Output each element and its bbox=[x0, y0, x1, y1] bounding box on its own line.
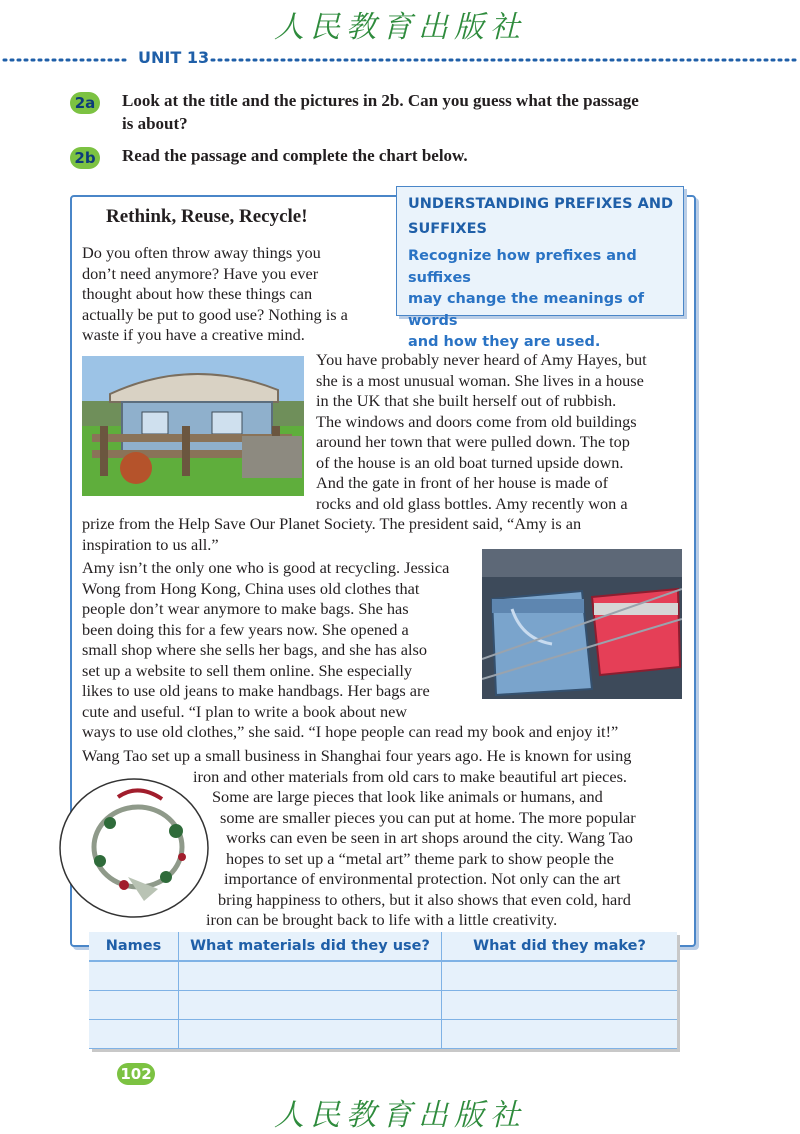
paragraph-line: around her town that were pulled down. The top bbox=[316, 432, 630, 451]
tip-body-line: Recognize how prefixes and suffixes bbox=[408, 248, 637, 286]
tip-heading bbox=[408, 192, 678, 242]
paragraph-line: thought about how these things can bbox=[82, 284, 313, 303]
paragraph-line: Wang Tao set up a small business in Shanghai four years ago. He is known for using bbox=[82, 746, 632, 765]
chart-header-made: What did they make? bbox=[442, 932, 678, 961]
chart-cell-materials[interactable] bbox=[179, 961, 442, 991]
task-2a-line-1: Look at the title and the pictures in 2b. Can you guess what the passage bbox=[122, 91, 639, 110]
table-row bbox=[89, 961, 677, 991]
paragraph-line: prize from the Help Save Our Planet Society. The president said, “Amy is an bbox=[82, 514, 582, 533]
paragraph-line: Amy isn’t the only one who is good at recycling. Jessica bbox=[82, 558, 450, 577]
chart-cell-materials[interactable] bbox=[179, 991, 442, 1020]
chart-cell-made[interactable] bbox=[442, 1020, 678, 1049]
paragraph-line: some are smaller pieces you can put at home. The more popular bbox=[220, 807, 636, 827]
chart-cell-materials[interactable] bbox=[179, 1020, 442, 1049]
paragraph-3-continued bbox=[82, 722, 687, 743]
chart-header-row bbox=[89, 932, 677, 961]
chart-cell-name[interactable] bbox=[89, 991, 179, 1020]
paragraph-3 bbox=[82, 558, 477, 722]
paragraph-line: Do you often throw away things you bbox=[82, 243, 321, 262]
table-row bbox=[89, 991, 677, 1020]
paragraph-line: iron and other materials from old cars to make beautiful art pieces. bbox=[193, 766, 628, 786]
task-2b-line-1: Read the passage and complete the chart below. bbox=[122, 146, 468, 165]
task-badge-2a: 2a bbox=[70, 92, 100, 114]
task-badge-2b: 2b bbox=[70, 147, 100, 169]
chart-header-names: Names bbox=[89, 932, 179, 961]
unit-label: UNIT 13 bbox=[138, 48, 210, 67]
paragraph-line: been doing this for a few years now. She opened a bbox=[82, 619, 409, 639]
paragraph-line: she is a most unusual woman. She lives in a house bbox=[316, 370, 644, 390]
task-2a-line-2: is about? bbox=[122, 114, 188, 133]
paragraph-line: iron can be brought back to life with a little creativity. bbox=[206, 910, 558, 929]
chart-cell-name[interactable] bbox=[89, 1020, 179, 1049]
chart-cell-made[interactable] bbox=[442, 991, 678, 1020]
tip-body-line: may change the meanings of words bbox=[408, 291, 645, 329]
paragraph-line: likes to use old jeans to make handbags. Her bags are bbox=[82, 681, 430, 700]
tip-body bbox=[408, 246, 678, 354]
paragraph-line: in the UK that she built herself out of rubbish. bbox=[316, 391, 617, 410]
paragraph-line: actually be put to good use? Nothing is a bbox=[82, 304, 348, 324]
boat-house-photo bbox=[82, 356, 304, 496]
publisher-header: 人民教育出版社 bbox=[274, 10, 526, 45]
paragraph-line: importance of environmental protection. Not only can the art bbox=[224, 869, 621, 888]
page-number: 102 bbox=[117, 1063, 155, 1085]
paragraph-line: set up a website to sell them online. She especially bbox=[82, 660, 413, 680]
paragraph-line: Some are large pieces that look like animals or humans, and bbox=[212, 787, 603, 806]
chart-cell-name[interactable] bbox=[89, 961, 179, 991]
tip-body-line: and how they are used. bbox=[408, 334, 601, 350]
tip-heading-line: UNDERSTANDING PREFIXES AND bbox=[408, 196, 674, 212]
paragraph-2 bbox=[316, 350, 686, 514]
publisher-footer: 人民教育出版社 bbox=[274, 1098, 526, 1133]
paragraph-line: inspiration to us all.” bbox=[82, 534, 219, 554]
chart-cell-made[interactable] bbox=[442, 961, 678, 991]
paragraph-line: bring happiness to others, but it also shows that even cold, hard bbox=[218, 889, 631, 909]
chart-header-materials: What materials did they use? bbox=[179, 932, 442, 961]
paragraph-line: rocks and old glass bottles. Amy recently won a bbox=[316, 493, 628, 513]
unit-dotted-rule bbox=[0, 54, 800, 66]
paragraph-line: don’t need anymore? Have you ever bbox=[82, 263, 319, 283]
paragraph-line: waste if you have a creative mind. bbox=[82, 325, 305, 344]
recycling-chart bbox=[89, 932, 677, 1049]
table-row bbox=[89, 1020, 677, 1049]
paragraph-line: You have probably never heard of Amy Hayes, but bbox=[316, 350, 647, 369]
paragraph-line: of the house is an old boat turned upside down. bbox=[316, 452, 624, 472]
paragraph-line: The windows and doors come from old buildings bbox=[316, 411, 637, 431]
paragraph-line: cute and useful. “I plan to write a book about new bbox=[82, 701, 408, 721]
paragraph-line: And the gate in front of her house is made of bbox=[316, 473, 609, 492]
paragraph-line: works can even be seen in art shops around the city. Wang Tao bbox=[226, 828, 633, 847]
passage-title: Rethink, Reuse, Recycle! bbox=[106, 206, 308, 227]
paragraph-line: Wong from Hong Kong, China uses old clothes that bbox=[82, 578, 420, 598]
paragraph-1 bbox=[82, 243, 392, 346]
paragraph-line: ways to use old clothes,” she said. “I hope people can read my book and enjoy it!” bbox=[82, 722, 619, 741]
denim-handbags-photo bbox=[482, 549, 682, 699]
tip-heading-line: SUFFIXES bbox=[408, 221, 487, 237]
paragraph-4 bbox=[82, 746, 687, 931]
paragraph-line: people don’t wear anymore to make bags. She has bbox=[82, 599, 409, 618]
paragraph-line: hopes to set up a “metal art” theme park to show people the bbox=[226, 848, 614, 868]
paragraph-line: small shop where she sells her bags, and she has also bbox=[82, 640, 427, 659]
